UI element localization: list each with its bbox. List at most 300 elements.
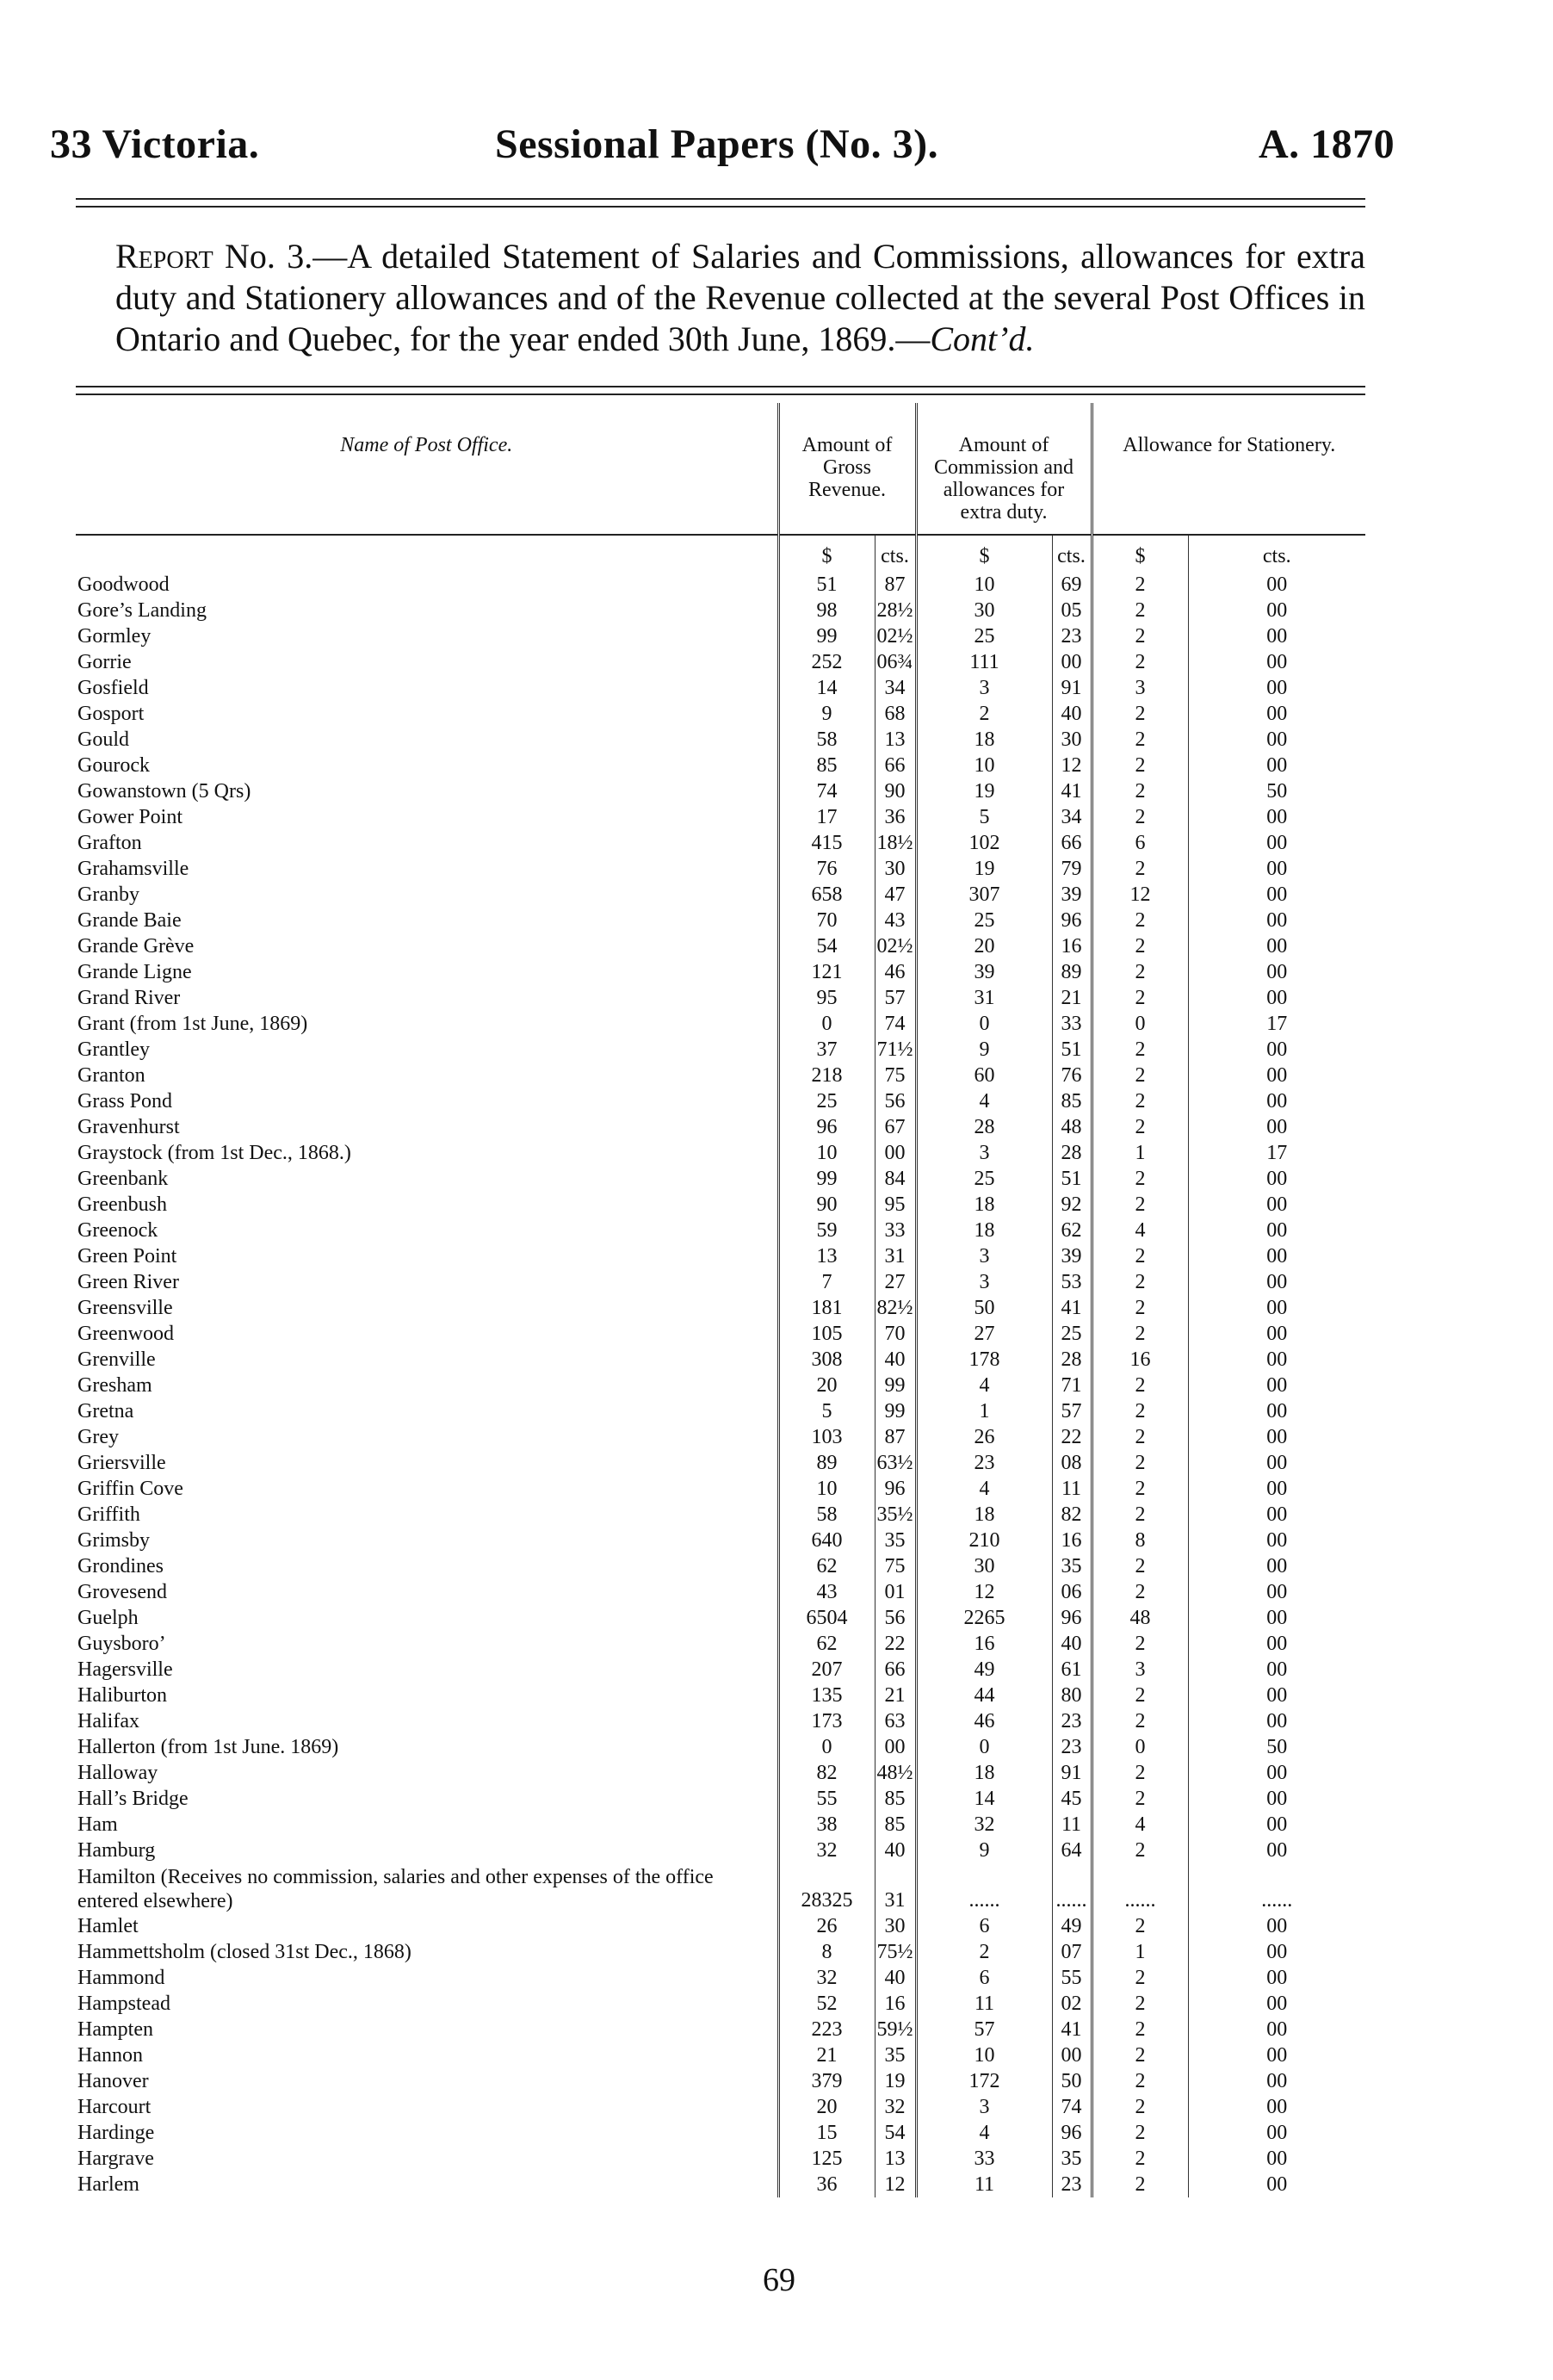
commission-dollars: 210 bbox=[916, 1528, 1052, 1553]
unit-cents: cts. bbox=[1188, 535, 1365, 572]
gross-cents: 63½ bbox=[875, 1450, 916, 1476]
stationery-cents: 00 bbox=[1188, 933, 1365, 959]
table-row bbox=[76, 1037, 1365, 1063]
gross-cents: 56 bbox=[875, 1605, 916, 1631]
stationery-cents: 00 bbox=[1188, 908, 1365, 933]
gross-cents: 85 bbox=[875, 1812, 916, 1838]
gross-cents: 32 bbox=[875, 2094, 916, 2120]
post-office-name: Grande Baie bbox=[77, 909, 182, 932]
gross-dollars: 173 bbox=[778, 1708, 875, 1734]
stationery-dollars: 2 bbox=[1092, 1553, 1188, 1579]
stationery-cents: 00 bbox=[1188, 1218, 1365, 1243]
gross-dollars: 98 bbox=[778, 598, 875, 623]
gross-dollars: 43 bbox=[778, 1579, 875, 1605]
stationery-dollars: 2 bbox=[1092, 1965, 1188, 1991]
gross-cents: 66 bbox=[875, 753, 916, 778]
post-office-name: Goodwood bbox=[77, 573, 170, 596]
gross-cents: 75 bbox=[875, 1063, 916, 1088]
table-row bbox=[76, 1965, 1365, 1991]
top-double-rule bbox=[76, 198, 1365, 208]
stationery-cents: 00 bbox=[1188, 856, 1365, 882]
gross-cents: 13 bbox=[875, 727, 916, 753]
post-office-name: Hardinge bbox=[77, 2122, 155, 2144]
stationery-cents: 00 bbox=[1188, 1450, 1365, 1476]
post-office-name: Gosfield bbox=[77, 677, 149, 699]
stationery-cents: 00 bbox=[1188, 1295, 1365, 1321]
commission-cents: 96 bbox=[1052, 908, 1092, 933]
table-row bbox=[76, 753, 1365, 778]
stationery-dollars: 2 bbox=[1092, 572, 1188, 598]
gross-cents: 31 bbox=[875, 1243, 916, 1269]
commission-dollars: 3 bbox=[916, 1243, 1052, 1269]
commission-cents: 33 bbox=[1052, 1011, 1092, 1037]
gross-cents: 74 bbox=[875, 1011, 916, 1037]
stationery-dollars: 2 bbox=[1092, 1192, 1188, 1218]
stationery-cents: 00 bbox=[1188, 1991, 1365, 2017]
stationery-cents: 00 bbox=[1188, 1269, 1365, 1295]
stationery-cents: 00 bbox=[1188, 1347, 1365, 1373]
gross-cents: 31 bbox=[875, 1863, 916, 1913]
table-row bbox=[76, 1295, 1365, 1321]
gross-dollars: 62 bbox=[778, 1631, 875, 1657]
table-row bbox=[76, 1088, 1365, 1114]
gross-dollars: 26 bbox=[778, 1913, 875, 1939]
commission-dollars: 4 bbox=[916, 1373, 1052, 1398]
gross-cents: 82½ bbox=[875, 1295, 916, 1321]
table-row bbox=[76, 727, 1365, 753]
post-office-name: Hall’s Bridge bbox=[77, 1788, 189, 1810]
commission-dollars: 18 bbox=[916, 727, 1052, 753]
gross-dollars: 96 bbox=[778, 1114, 875, 1140]
post-office-name: Guelph bbox=[77, 1607, 139, 1629]
stationery-dollars: 2 bbox=[1092, 753, 1188, 778]
stationery-dollars: 2 bbox=[1092, 2017, 1188, 2042]
stationery-dollars: 16 bbox=[1092, 1347, 1188, 1373]
table-row bbox=[76, 1243, 1365, 1269]
gross-dollars: 415 bbox=[778, 830, 875, 856]
commission-dollars: 12 bbox=[916, 1579, 1052, 1605]
commission-cents: 41 bbox=[1052, 778, 1092, 804]
commission-dollars: 172 bbox=[916, 2068, 1052, 2094]
stationery-dollars: 2 bbox=[1092, 1269, 1188, 1295]
commission-cents: 23 bbox=[1052, 623, 1092, 649]
gross-cents: 95 bbox=[875, 1192, 916, 1218]
commission-cents: 00 bbox=[1052, 649, 1092, 675]
table-row bbox=[76, 2120, 1365, 2146]
stationery-cents: 00 bbox=[1188, 985, 1365, 1011]
stationery-dollars: 2 bbox=[1092, 1476, 1188, 1502]
col-header-gross: Amount of Gross Revenue. bbox=[778, 403, 916, 535]
gross-dollars: 207 bbox=[778, 1657, 875, 1683]
post-office-name: Guysboro’ bbox=[77, 1633, 166, 1655]
stationery-dollars: 2 bbox=[1092, 778, 1188, 804]
stationery-dollars: 2 bbox=[1092, 1991, 1188, 2017]
post-office-name: Griffith bbox=[77, 1503, 140, 1526]
stationery-cents: 00 bbox=[1188, 623, 1365, 649]
stationery-dollars: 1 bbox=[1092, 1939, 1188, 1965]
table-row bbox=[76, 2042, 1365, 2068]
post-office-name: Greenbank bbox=[77, 1168, 169, 1190]
commission-cents: 39 bbox=[1052, 882, 1092, 908]
commission-dollars: 3 bbox=[916, 675, 1052, 701]
commission-cents: 16 bbox=[1052, 1528, 1092, 1553]
gross-cents: 01 bbox=[875, 1579, 916, 1605]
commission-dollars: 18 bbox=[916, 1760, 1052, 1786]
stationery-dollars: 2 bbox=[1092, 1295, 1188, 1321]
commission-dollars: 10 bbox=[916, 753, 1052, 778]
stationery-cents: 00 bbox=[1188, 2146, 1365, 2172]
gross-cents: 46 bbox=[875, 959, 916, 985]
gross-cents: 40 bbox=[875, 1838, 916, 1863]
stationery-dollars: 2 bbox=[1092, 933, 1188, 959]
report-lead: Report bbox=[115, 237, 213, 276]
commission-dollars: 9 bbox=[916, 1037, 1052, 1063]
commission-cents: 51 bbox=[1052, 1037, 1092, 1063]
commission-cents: 07 bbox=[1052, 1939, 1092, 1965]
stationery-cents: 00 bbox=[1188, 1114, 1365, 1140]
commission-dollars: 9 bbox=[916, 1838, 1052, 1863]
table-row bbox=[76, 701, 1365, 727]
post-office-name: Haliburton bbox=[77, 1684, 167, 1707]
post-office-name: Halloway bbox=[77, 1762, 158, 1784]
stationery-dollars: 2 bbox=[1092, 1683, 1188, 1708]
table-row bbox=[76, 675, 1365, 701]
table-row bbox=[76, 1450, 1365, 1476]
commission-cents: 35 bbox=[1052, 2146, 1092, 2172]
gross-dollars: 99 bbox=[778, 1166, 875, 1192]
stationery-cents: 00 bbox=[1188, 2017, 1365, 2042]
table-top-rule bbox=[76, 386, 1365, 395]
table-row bbox=[76, 1114, 1365, 1140]
post-office-name: Hargrave bbox=[77, 2148, 154, 2170]
gross-cents: 35 bbox=[875, 1528, 916, 1553]
table-row bbox=[76, 1063, 1365, 1088]
stationery-cents: 00 bbox=[1188, 1579, 1365, 1605]
table-row bbox=[76, 933, 1365, 959]
post-office-name: Grand River bbox=[77, 987, 181, 1009]
commission-cents: 76 bbox=[1052, 1063, 1092, 1088]
stationery-dollars: 2 bbox=[1092, 1321, 1188, 1347]
commission-cents: 16 bbox=[1052, 933, 1092, 959]
commission-dollars: ...... bbox=[916, 1863, 1052, 1913]
stationery-dollars: ...... bbox=[1092, 1863, 1188, 1913]
stationery-dollars: 2 bbox=[1092, 623, 1188, 649]
commission-dollars: 4 bbox=[916, 1088, 1052, 1114]
gross-cents: 22 bbox=[875, 1631, 916, 1657]
commission-cents: 39 bbox=[1052, 1243, 1092, 1269]
table-row bbox=[76, 2017, 1365, 2042]
table-row bbox=[76, 1424, 1365, 1450]
stationery-cents: 50 bbox=[1188, 778, 1365, 804]
stationery-dollars: 2 bbox=[1092, 1243, 1188, 1269]
post-office-name: Gore’s Landing bbox=[77, 599, 207, 622]
gross-cents: 63 bbox=[875, 1708, 916, 1734]
post-office-name: Greenwood bbox=[77, 1323, 174, 1345]
table-row bbox=[76, 1838, 1365, 1863]
commission-cents: 66 bbox=[1052, 830, 1092, 856]
post-office-name: Gorrie bbox=[77, 651, 132, 673]
stationery-cents: 00 bbox=[1188, 572, 1365, 598]
post-office-name: Griersville bbox=[77, 1452, 166, 1474]
stationery-cents: 00 bbox=[1188, 959, 1365, 985]
gross-cents: 27 bbox=[875, 1269, 916, 1295]
stationery-cents: 00 bbox=[1188, 1605, 1365, 1631]
commission-dollars: 6 bbox=[916, 1913, 1052, 1939]
table-body bbox=[76, 535, 1365, 2197]
commission-cents: 64 bbox=[1052, 1838, 1092, 1863]
commission-dollars: 60 bbox=[916, 1063, 1052, 1088]
stationery-cents: 00 bbox=[1188, 2042, 1365, 2068]
table-row bbox=[76, 856, 1365, 882]
table-row bbox=[76, 1553, 1365, 1579]
commission-dollars: 31 bbox=[916, 985, 1052, 1011]
gross-cents: 99 bbox=[875, 1373, 916, 1398]
stationery-dollars: 6 bbox=[1092, 830, 1188, 856]
table-row bbox=[76, 1398, 1365, 1424]
commission-dollars: 20 bbox=[916, 933, 1052, 959]
post-office-name: Hagersville bbox=[77, 1658, 173, 1681]
stationery-cents: 00 bbox=[1188, 598, 1365, 623]
commission-dollars: 3 bbox=[916, 2094, 1052, 2120]
commission-cents: 34 bbox=[1052, 804, 1092, 830]
commission-dollars: 18 bbox=[916, 1192, 1052, 1218]
commission-dollars: 27 bbox=[916, 1321, 1052, 1347]
col-header-stationery: Allowance for Stationery. bbox=[1092, 403, 1365, 535]
post-office-name: Grande Ligne bbox=[77, 961, 192, 983]
stationery-dollars: 8 bbox=[1092, 1528, 1188, 1553]
stationery-cents: 00 bbox=[1188, 1812, 1365, 1838]
gross-cents: 71½ bbox=[875, 1037, 916, 1063]
stationery-dollars: 2 bbox=[1092, 2146, 1188, 2172]
gross-dollars: 20 bbox=[778, 2094, 875, 2120]
table-row bbox=[76, 1502, 1365, 1528]
commission-dollars: 14 bbox=[916, 1786, 1052, 1812]
post-office-name: Griffin Cove bbox=[77, 1478, 183, 1500]
table-row bbox=[76, 1760, 1365, 1786]
post-office-name: Graystock (from 1st Dec., 1868.) bbox=[77, 1142, 351, 1164]
commission-dollars: 30 bbox=[916, 1553, 1052, 1579]
gross-dollars: 6504 bbox=[778, 1605, 875, 1631]
stationery-cents: 00 bbox=[1188, 727, 1365, 753]
table-row bbox=[76, 1605, 1365, 1631]
table-row bbox=[76, 2172, 1365, 2197]
gross-cents: 28½ bbox=[875, 598, 916, 623]
post-office-name: Gresham bbox=[77, 1374, 152, 1397]
commission-cents: 74 bbox=[1052, 2094, 1092, 2120]
stationery-dollars: 2 bbox=[1092, 2120, 1188, 2146]
stationery-dollars: 2 bbox=[1092, 1502, 1188, 1528]
table-row bbox=[76, 1347, 1365, 1373]
post-office-name: Hannon bbox=[77, 2044, 143, 2067]
commission-cents: 53 bbox=[1052, 1269, 1092, 1295]
commission-cents: 35 bbox=[1052, 1553, 1092, 1579]
commission-cents: 25 bbox=[1052, 1321, 1092, 1347]
gross-cents: 00 bbox=[875, 1734, 916, 1760]
post-office-name: Hamilton (Receives no commission, salaries and other expenses of the office entered elsewhere) bbox=[77, 1866, 714, 1912]
stationery-dollars: 1 bbox=[1092, 1140, 1188, 1166]
commission-cents: 40 bbox=[1052, 1631, 1092, 1657]
gross-cents: 75 bbox=[875, 1553, 916, 1579]
gross-dollars: 58 bbox=[778, 1502, 875, 1528]
col-header-name: Name of Post Office. bbox=[76, 403, 778, 535]
stationery-dollars: 2 bbox=[1092, 1450, 1188, 1476]
stationery-dollars: 2 bbox=[1092, 1708, 1188, 1734]
commission-cents: 23 bbox=[1052, 2172, 1092, 2197]
stationery-dollars: 2 bbox=[1092, 908, 1188, 933]
commission-dollars: 178 bbox=[916, 1347, 1052, 1373]
post-office-name: Gourock bbox=[77, 754, 150, 777]
unit-cents: cts. bbox=[1052, 535, 1092, 572]
commission-dollars: 11 bbox=[916, 2172, 1052, 2197]
commission-cents: 49 bbox=[1052, 1913, 1092, 1939]
post-office-name: Harlem bbox=[77, 2173, 139, 2196]
commission-dollars: 307 bbox=[916, 882, 1052, 908]
post-office-name: Hammond bbox=[77, 1967, 165, 1989]
commission-cents: ...... bbox=[1052, 1863, 1092, 1913]
commission-dollars: 5 bbox=[916, 804, 1052, 830]
gross-dollars: 15 bbox=[778, 2120, 875, 2146]
stationery-cents: 00 bbox=[1188, 1192, 1365, 1218]
commission-cents: 91 bbox=[1052, 675, 1092, 701]
stationery-dollars: 2 bbox=[1092, 1063, 1188, 1088]
stationery-cents: 00 bbox=[1188, 2120, 1365, 2146]
post-office-name: Grenville bbox=[77, 1348, 156, 1371]
commission-dollars: 50 bbox=[916, 1295, 1052, 1321]
stationery-cents: 00 bbox=[1188, 1939, 1365, 1965]
table-row bbox=[76, 1166, 1365, 1192]
table-row bbox=[76, 804, 1365, 830]
gross-dollars: 25 bbox=[778, 1088, 875, 1114]
stationery-cents: 00 bbox=[1188, 1913, 1365, 1939]
gross-cents: 30 bbox=[875, 1913, 916, 1939]
stationery-cents: 00 bbox=[1188, 1631, 1365, 1657]
stationery-cents: 00 bbox=[1188, 1476, 1365, 1502]
gross-cents: 00 bbox=[875, 1140, 916, 1166]
table-row bbox=[76, 1991, 1365, 2017]
gross-dollars: 223 bbox=[778, 2017, 875, 2042]
gross-dollars: 103 bbox=[778, 1424, 875, 1450]
post-office-name: Granton bbox=[77, 1064, 145, 1087]
table-row bbox=[76, 1657, 1365, 1683]
table-row bbox=[76, 1476, 1365, 1502]
gross-cents: 47 bbox=[875, 882, 916, 908]
gross-dollars: 10 bbox=[778, 1140, 875, 1166]
gross-dollars: 89 bbox=[778, 1450, 875, 1476]
commission-cents: 05 bbox=[1052, 598, 1092, 623]
gross-cents: 90 bbox=[875, 778, 916, 804]
gross-cents: 87 bbox=[875, 1424, 916, 1450]
post-office-name: Hamburg bbox=[77, 1839, 156, 1862]
gross-dollars: 13 bbox=[778, 1243, 875, 1269]
stationery-cents: 00 bbox=[1188, 1037, 1365, 1063]
table-row bbox=[76, 882, 1365, 908]
gross-dollars: 252 bbox=[778, 649, 875, 675]
gross-dollars: 308 bbox=[778, 1347, 875, 1373]
stationery-cents: 00 bbox=[1188, 1528, 1365, 1553]
stationery-dollars: 2 bbox=[1092, 1913, 1188, 1939]
stationery-dollars: 2 bbox=[1092, 985, 1188, 1011]
table-row bbox=[76, 1863, 1365, 1913]
gross-cents: 56 bbox=[875, 1088, 916, 1114]
commission-cents: 57 bbox=[1052, 1398, 1092, 1424]
gross-dollars: 76 bbox=[778, 856, 875, 882]
stationery-dollars: 2 bbox=[1092, 649, 1188, 675]
gross-dollars: 21 bbox=[778, 2042, 875, 2068]
gross-cents: 40 bbox=[875, 1965, 916, 1991]
gross-dollars: 74 bbox=[778, 778, 875, 804]
gross-dollars: 218 bbox=[778, 1063, 875, 1088]
table-row bbox=[76, 1269, 1365, 1295]
stationery-dollars: 2 bbox=[1092, 1786, 1188, 1812]
post-office-name: Gowanstown (5 Qrs) bbox=[77, 780, 251, 803]
stationery-cents: 50 bbox=[1188, 1734, 1365, 1760]
gross-cents: 36 bbox=[875, 804, 916, 830]
units-row bbox=[76, 535, 1365, 572]
commission-cents: 85 bbox=[1052, 1088, 1092, 1114]
gross-cents: 35½ bbox=[875, 1502, 916, 1528]
page-number: 69 bbox=[763, 2262, 795, 2298]
table-row bbox=[76, 1683, 1365, 1708]
post-office-name: Grahamsville bbox=[77, 858, 189, 880]
stationery-dollars: 0 bbox=[1092, 1734, 1188, 1760]
stationery-dollars: 2 bbox=[1092, 1088, 1188, 1114]
commission-dollars: 39 bbox=[916, 959, 1052, 985]
stationery-cents: 00 bbox=[1188, 2068, 1365, 2094]
gross-dollars: 7 bbox=[778, 1269, 875, 1295]
stationery-dollars: 2 bbox=[1092, 856, 1188, 882]
gross-cents: 12 bbox=[875, 2172, 916, 2197]
header-title: Sessional Papers (No. 3). bbox=[495, 121, 939, 167]
gross-dollars: 658 bbox=[778, 882, 875, 908]
gross-dollars: 379 bbox=[778, 2068, 875, 2094]
post-office-name: Granby bbox=[77, 883, 139, 906]
commission-cents: 08 bbox=[1052, 1450, 1092, 1476]
gross-dollars: 121 bbox=[778, 959, 875, 985]
table-row bbox=[76, 2146, 1365, 2172]
post-office-name: Grafton bbox=[77, 832, 142, 854]
gross-dollars: 32 bbox=[778, 1838, 875, 1863]
gross-cents: 48½ bbox=[875, 1760, 916, 1786]
gross-dollars: 52 bbox=[778, 1991, 875, 2017]
gross-dollars: 5 bbox=[778, 1398, 875, 1424]
post-office-name: Hampstead bbox=[77, 1993, 170, 2015]
commission-dollars: 2 bbox=[916, 1939, 1052, 1965]
unit-dollars: $ bbox=[1092, 535, 1188, 572]
stationery-cents: 00 bbox=[1188, 1243, 1365, 1269]
table-row bbox=[76, 830, 1365, 856]
commission-dollars: 49 bbox=[916, 1657, 1052, 1683]
table-row bbox=[76, 623, 1365, 649]
commission-cents: 12 bbox=[1052, 753, 1092, 778]
table-row bbox=[76, 1734, 1365, 1760]
commission-cents: 30 bbox=[1052, 727, 1092, 753]
commission-dollars: 4 bbox=[916, 2120, 1052, 2146]
stationery-dollars: 2 bbox=[1092, 1037, 1188, 1063]
stationery-cents: 00 bbox=[1188, 753, 1365, 778]
stationery-cents: 00 bbox=[1188, 1683, 1365, 1708]
post-office-name: Green River bbox=[77, 1271, 179, 1293]
table-row bbox=[76, 649, 1365, 675]
commission-dollars: 23 bbox=[916, 1450, 1052, 1476]
commission-dollars: 18 bbox=[916, 1218, 1052, 1243]
table-row bbox=[76, 1913, 1365, 1939]
commission-cents: 06 bbox=[1052, 1579, 1092, 1605]
stationery-dollars: 2 bbox=[1092, 2172, 1188, 2197]
gross-dollars: 62 bbox=[778, 1553, 875, 1579]
commission-dollars: 25 bbox=[916, 1166, 1052, 1192]
gross-cents: 21 bbox=[875, 1683, 916, 1708]
post-office-name: Greenbush bbox=[77, 1193, 167, 1216]
